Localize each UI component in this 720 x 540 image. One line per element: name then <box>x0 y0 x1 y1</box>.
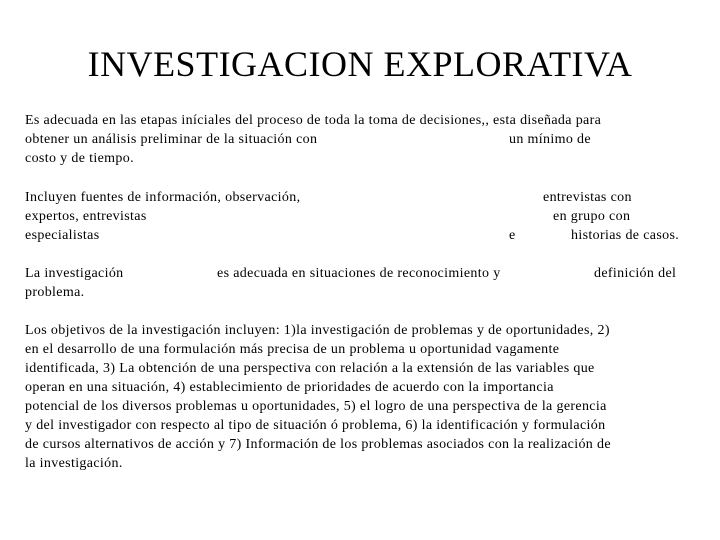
paragraph-4-line-3: identificada, 3) La obtención de una perspectiva con relación a la extensión de las variables que <box>25 361 595 376</box>
paragraph-3-line-1-left: La investigación <box>25 266 124 281</box>
paragraph-4-line-8: la investigación. <box>25 456 123 471</box>
paragraph-3-line-1-mid: es adecuada en situaciones de reconocimiento y <box>217 266 501 281</box>
paragraph-2-line-1-right: entrevistas con <box>543 190 632 205</box>
paragraph-1-line-2-left: obtener un análisis preliminar de la situación con <box>25 132 318 147</box>
paragraph-4-line-2: en el desarrollo de una formulación más precisa de un problema u oportunidad vagamente <box>25 342 560 357</box>
paragraph-2-line-1-left: Incluyen fuentes de información, observación, <box>25 190 301 205</box>
paragraph-4-line-1: Los objetivos de la investigación incluyen: 1)la investigación de problemas y de oportunidades, 2) <box>25 323 610 338</box>
paragraph-2-line-3-right: historias de casos. <box>571 228 680 243</box>
paragraph-4-line-6: y del investigador con respecto al tipo de situación ó problema, 6) la identificación y formulación <box>25 418 606 433</box>
paragraph-3-line-1-right: definición del <box>594 266 677 281</box>
paragraph-1-line-1: Es adecuada en las etapas iníciales del proceso de toda la toma de decisiones,, esta diseñada para <box>25 113 602 128</box>
slide-title: INVESTIGACION EXPLORATIVA <box>87 44 633 84</box>
paragraph-3-line-2: problema. <box>25 285 85 300</box>
paragraph-4-line-5: potencial de los diversos problemas u oportunidades, 5) el logro de una perspectiva de la gerencia <box>25 399 607 414</box>
paragraph-2-line-3-left: especialistas <box>25 228 100 243</box>
paragraph-2-line-2-right: en grupo con <box>553 209 631 224</box>
paragraph-4-line-4: operan en una situación, 4) establecimiento de prioridades de acuerdo con la importancia <box>25 380 554 395</box>
paragraph-2-line-3-mid: e <box>509 228 516 243</box>
paragraph-4-line-7: de cursos alternativos de acción y 7) Información de los problemas asociados con la realización de <box>25 437 611 452</box>
paragraph-1-line-3: costo y de tiempo. <box>25 151 134 166</box>
paragraph-1-line-2-right: un mínimo de <box>509 132 591 147</box>
paragraph-2-line-2-left: expertos, entrevistas <box>25 209 147 224</box>
